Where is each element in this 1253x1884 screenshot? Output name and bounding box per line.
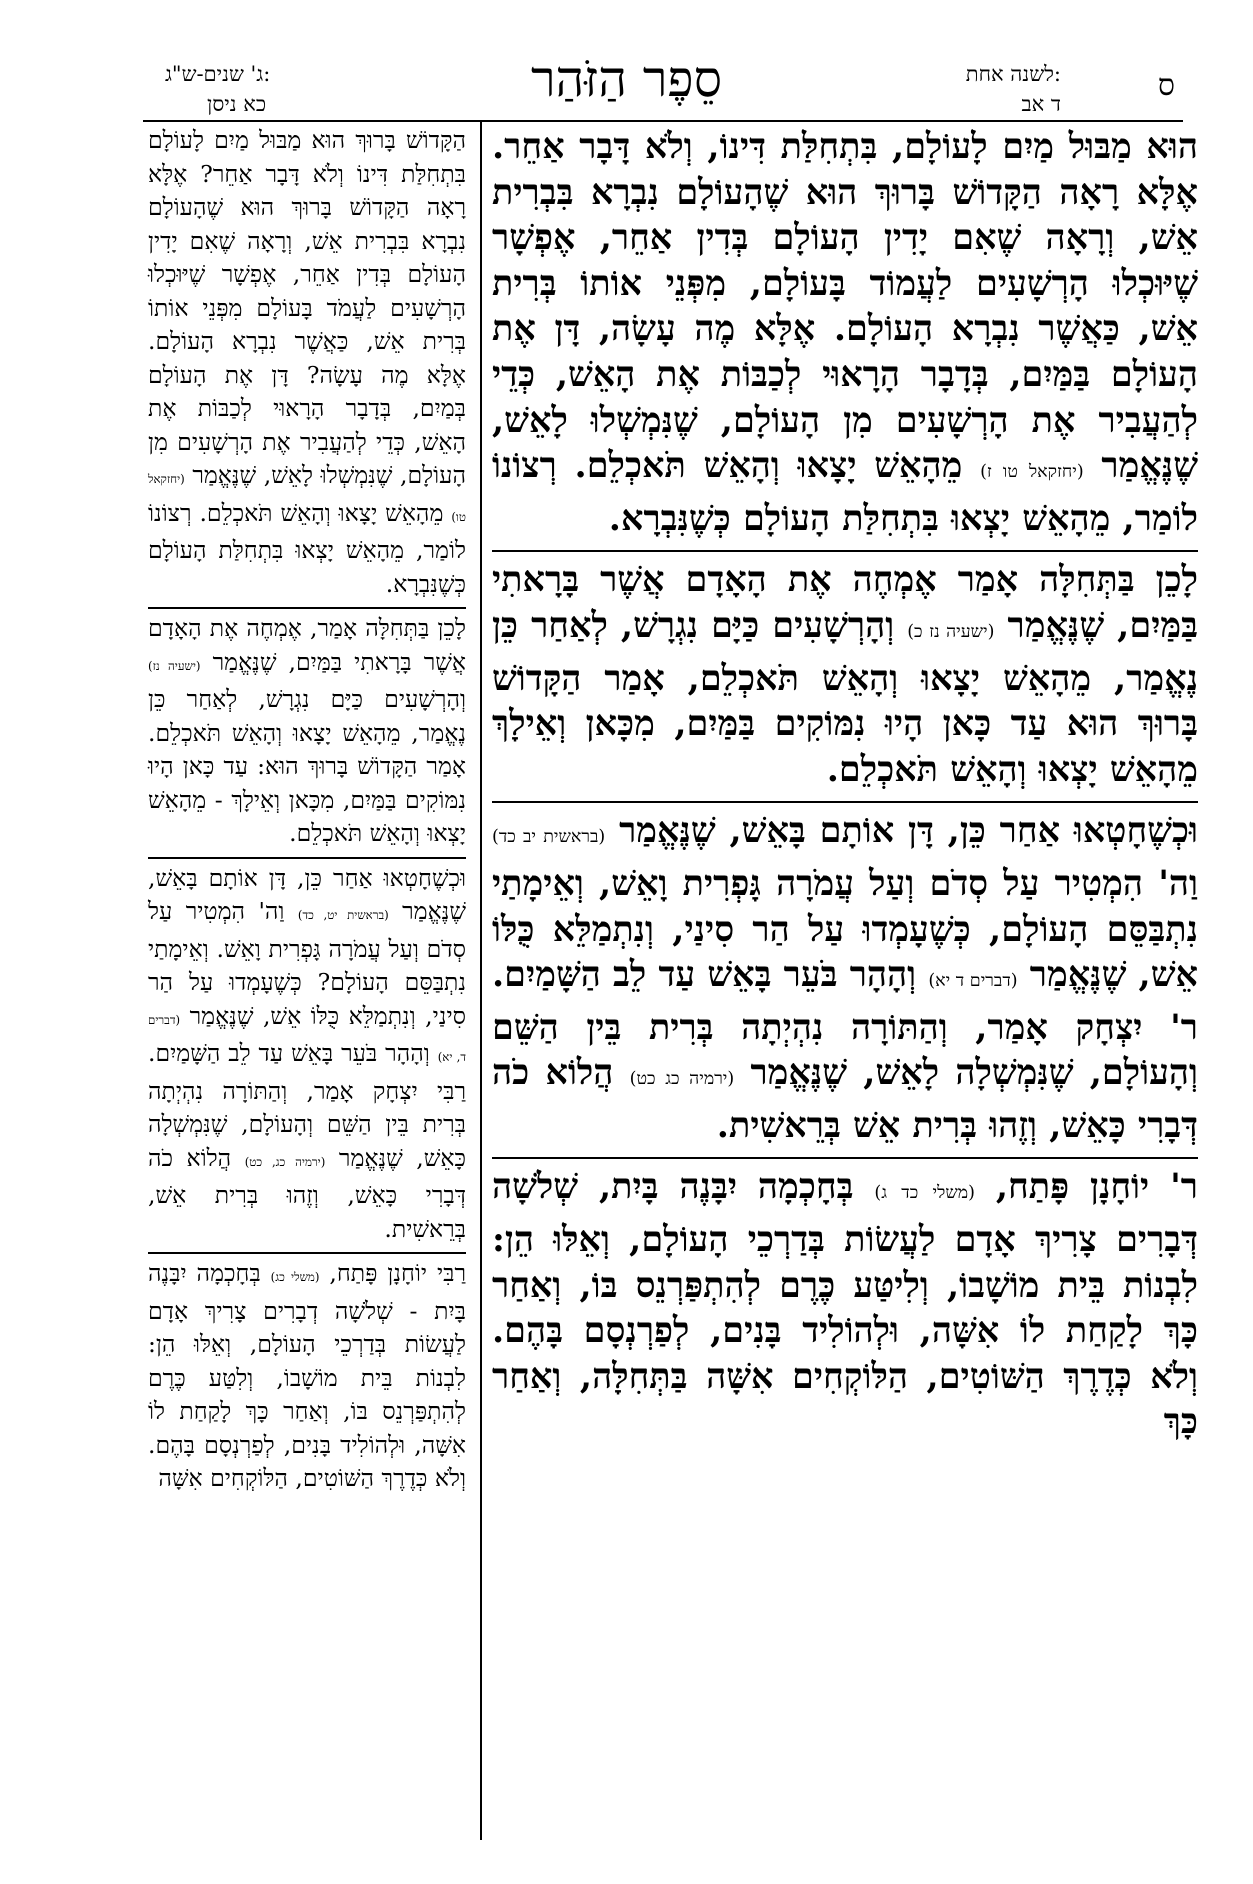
verse-reference: (ישעיה נז כ)	[907, 621, 995, 642]
verse-reference: (דברים ד יא)	[928, 971, 1018, 992]
side-paragraph: וּכְשֶׁחָטְאוּ אַחַר כֵּן, דָּן אוֹתָם בָּאֵשׁ, שֶׁנֶּאֱמַר (בראשית יט, כד) וַה' הִמְטִיר עַל סְדֹם וְעַל עֲמֹרָה גָּפְרִית וָאֵשׁ. וְאֵימָתַי נִתְבַּסֵּם הָעוֹלָם? כְּשֶׁעָמְדוּ עַל הַר סִינַי, וְנִתְמַלֵּא כֻּלּוֹ אֵשׁ, שֶׁנֶּאֱמַר (דברים ד, יא) וְהָהָר בֹּעֵר בָּאֵשׁ עַד לֵב הַשָּׁמַיִם. רַבִּי יִצְחָק אָמַר, וְהַתּוֹרָה נִהְיְתָה בְּרִית בֵּין הַשֵּׁם וְהָעוֹלָם, שֶׁנִּמְשְׁלָה כָּאֵשׁ, שֶׁנֶּאֱמַר (ירמיה כג, כט) הֲלוֹא כֹה דְּבָרִי כָּאֵשׁ, וְזֶהוּ בְּרִית אֵשׁ, בְּרֵאשִׁית.	[148, 857, 466, 1247]
verse-reference: (בראשית יט, כד)	[297, 908, 389, 922]
verse-reference: (בראשית יב כד)	[492, 827, 606, 848]
main-paragraph: הוּא מַבּוּל מַיִם לָעוֹלָם, בִּתְחִלַּת דִּינוֹ, וְלֹא דָּבָר אַחֵר. אֶלָּא רָאָה הַקָּדוֹשׁ בָּרוּךְ הוּא שֶׁהָעוֹלָם נִבְרָא בִּבְרִית אֵשׁ, וְרָאָה שֶׁאִם יָדִין הָעוֹלָם בְּדִין אַחֵר, אֶפְשָׁר שֶׁיּוּכְלוּ הָרְשָׁעִים לַעֲמוֹד בָּעוֹלָם, מִפְּנֵי אוֹתוֹ בְּרִית אֵשׁ, כַּאֲשֶׁר נִבְרָא הָעוֹלָם. אֶלָּא מֶה עָשָׂה, דָּן אֶת הָעוֹלָם בַּמַּיִם, בְּדָבָר הָרָאוּי לְכַבּוֹת אֶת הָאֵשׁ, כְּדֵי לְהַעֲבִיר אֶת הָרְשָׁעִים מִן הָעוֹלָם, שֶׁנִּמְשְׁלוּ לָאֵשׁ, שֶׁנֶּאֱמַר (יחזקאל טו ז) מֵהָאֵשׁ יָצָאוּ וְהָאֵשׁ תֹּאכְלֵם. רְצוֹנוֹ לוֹמַר, מֵהָאֵשׁ יָצְאוּ בִּתְחִלַּת הָעוֹלָם כְּשֶׁנִּבְרָא.	[492, 126, 1198, 539]
date-label: ד אב	[1021, 92, 1061, 116]
verse-reference: (יחזקאל טו)	[148, 472, 466, 524]
side-paragraph: רַבִּי יוֹחָנָן פָּתַח, (משלי כג) בְּחָכְמָה יִבָּנֶה בָּיִת - שְׁלֹשָׁה דְבָרִים צָרִיךְ אָדָם לַעֲשׂוֹת בְּדַרְכֵי הָעוֹלָם, וְאֵלּוּ הֵן: לִבְנוֹת בֵּית מוֹשָׁבוֹ, וְלִטַּע כֶּרֶם לְהִתְפַּרְנֵס בּוֹ, וְאַחַר כָּךְ לָקַחַת לוֹ אִשָּׁה, וּלְהוֹלִיד בָּנִים, לְפַרְנְסָם בָּהֶם. וְלֹא כְּדֶרֶךְ הַשּׁוֹטִים, הַלּוֹקְחִים אִשָּׁה	[148, 1252, 466, 1496]
page-letter: ס	[1157, 68, 1175, 103]
verse-reference: (יחזקאל טו ז)	[980, 462, 1084, 483]
verse-reference: (ירמיה כג, כט)	[244, 1154, 326, 1169]
page-header	[0, 0, 1253, 120]
side-column	[148, 124, 466, 1496]
cycle-label: ג' שנים-ש"ג:	[165, 62, 271, 86]
side-paragraph: הַקָּדוֹשׁ בָּרוּךְ הוּא מַבּוּל מַיִם לָעוֹלָם בִּתְחִלַּת דִּינוֹ וְלֹא דָּבָר אַחֵר? אֶלָּא רָאָה הַקָּדוֹשׁ בָּרוּךְ הוּא שֶׁהָעוֹלָם נִבְרָא בִּבְרִית אֵשׁ, וְרָאָה שֶׁאִם יָדִין הָעוֹלָם בְּדִין אַחֵר, אֶפְשָׁר שֶׁיּוּכְלוּ הָרְשָׁעִים לַעֲמֹד בָּעוֹלָם מִפְּנֵי אוֹתוֹ בְּרִית אֵשׁ, כַּאֲשֶׁר נִבְרָא הָעוֹלָם. אֶלָּא מֶה עָשָׂה? דָּן אֶת הָעוֹלָם בְּמַיִם, בְּדָבָר הָרָאוּי לְכַבּוֹת אֶת הָאֵשׁ, כְּדֵי לְהַעֲבִיר אֶת הָרְשָׁעִים מִן הָעוֹלָם, שֶׁנִּמְשְׁלוּ לָאֵשׁ, שֶׁנֶּאֱמַר (יחזקאל טו) מֵהָאֵשׁ יָצָאוּ וְהָאֵשׁ תֹּאכְלֵם. רְצוֹנוֹ לוֹמַר, מֵהָאֵשׁ יָצְאוּ בִּתְחִלַּת הָעוֹלָם כְּשֶׁנִּבְרָא.	[148, 126, 466, 598]
verse-reference: (ישעיה נז)	[148, 658, 201, 673]
main-paragraph: ר' יוֹחָנָן פָּתַח, (משלי כד ג) בְּחָכְמָה יִבָּנֶה בָּיִת, שְׁלֹשָׁה דְּבָרִים צָרִיךְ אָדָם לַעֲשׂוֹת בְּדַרְכֵי הָעוֹלָם, וְאֵלּוּ הֵן: לִבְנוֹת בֵּית מוֹשָׁבוֹ, וְלִיטַּע כֶּרֶם לְהִתְפַּרְנֵס בּוֹ, וְאַחַר כָּךְ לָקַחַת לוֹ אִשָּׁה, וּלְהוֹלִיד בָּנִים, לְפַרְנְסָם בָּהֶם. וְלֹא כְּדֶרֶךְ הַשּׁוֹטִים, הַלּוֹקְחִים אִשָּׁה בַּתְּחִלָּה, וְאַחַר כָּךְ	[492, 1157, 1198, 1445]
main-paragraph: לָכֵן בַּתְּחִלָּה אָמַר אֶמְחֶה אֶת הָאָדָם אֲשֶׁר בָּרָאתִי בַּמַּיִם, שֶׁנֶּאֱמַר (ישעיה נז כ) וְהָרְשָׁעִים כַּיָּם נִגְרָשׁ, לְאַחַר כֵּן נֶאֱמַר, מֵהָאֵשׁ יָצָאוּ וְהָאֵשׁ תֹּאכְלֵם, אָמַר הַקָּדוֹשׁ בָּרוּךְ הוּא עַד כָּאן הָיוּ נִמּוֹקִים בַּמַּיִם, מִכָּאן וְאֵילָךְ מֵהָאֵשׁ יָצְאוּ וְהָאֵשׁ תֹּאכְלֵם.	[492, 550, 1198, 792]
column-divider	[480, 120, 482, 1840]
year-label: לשנה אחת:	[965, 62, 1061, 86]
cycle-date-label: כא ניסן	[207, 92, 267, 116]
verse-reference: (משלי כג)	[270, 1270, 320, 1284]
header-rule	[143, 120, 1183, 122]
verse-reference: (דברים ד, יא)	[148, 1012, 466, 1064]
book-title: סֵפֶר הַזֹּהַר	[530, 50, 723, 108]
verse-reference: (משלי כד ג)	[874, 1183, 975, 1204]
verse-reference: (ירמיה כג כט)	[629, 1069, 735, 1090]
side-paragraph: לָכֵן בַּתְּחִלָּה אָמַר, אֶמְחֶה אֶת הָאָדָם אֲשֶׁר בָּרָאתִי בַּמַּיִם, שֶׁנֶּאֱמַר (ישעיה נז) וְהָרְשָׁעִים כַּיָּם נִגְרָשׁ, לְאַחַר כֵּן נֶאֱמַר, מֵהָאֵשׁ יָצָאוּ וְהָאֵשׁ תֹּאכְלֵם. אָמַר הַקָּדוֹשׁ בָּרוּךְ הוּא: עַד כָּאן הָיוּ נִמּוֹקִים בַּמַּיִם, מִכָּאן וְאֵילָךְ - מֵהָאֵשׁ יָצְאוּ וְהָאֵשׁ תֹּאכְלֵם.	[148, 607, 466, 851]
main-paragraph: וּכְשֶׁחָטְאוּ אַחַר כֵּן, דָּן אוֹתָם בָּאֵשׁ, שֶׁנֶּאֱמַר (בראשית יב כד) וַה' הִמְטִיר עַל סְדֹם וְעַל עֲמֹרָה גָּפְרִית וָאֵשׁ, וְאֵימָתַי נִתְבַּסֵּם הָעוֹלָם, כְּשֶׁעָמְדוּ עַל הַר סִינַי, וְנִתְמַלֵּא כֻּלּוֹ אֵשׁ, שֶׁנֶּאֱמַר (דברים ד יא) וְהָהָר בֹּעֵר בָּאֵשׁ עַד לֵב הַשָּׁמַיִם. ר' יִצְחָק אָמַר, וְהַתּוֹרָה נִהְיְתָה בְּרִית בֵּין הַשֵּׁם וְהָעוֹלָם, שֶׁנִּמְשְׁלָה לָאֵשׁ, שֶׁנֶּאֱמַר (ירמיה כג כט) הֲלוֹא כֹה דְּבָרִי כָּאֵשׁ, וְזֶהוּ בְּרִית אֵשׁ בְּרֵאשִׁית.	[492, 801, 1198, 1148]
main-column	[492, 124, 1198, 1445]
